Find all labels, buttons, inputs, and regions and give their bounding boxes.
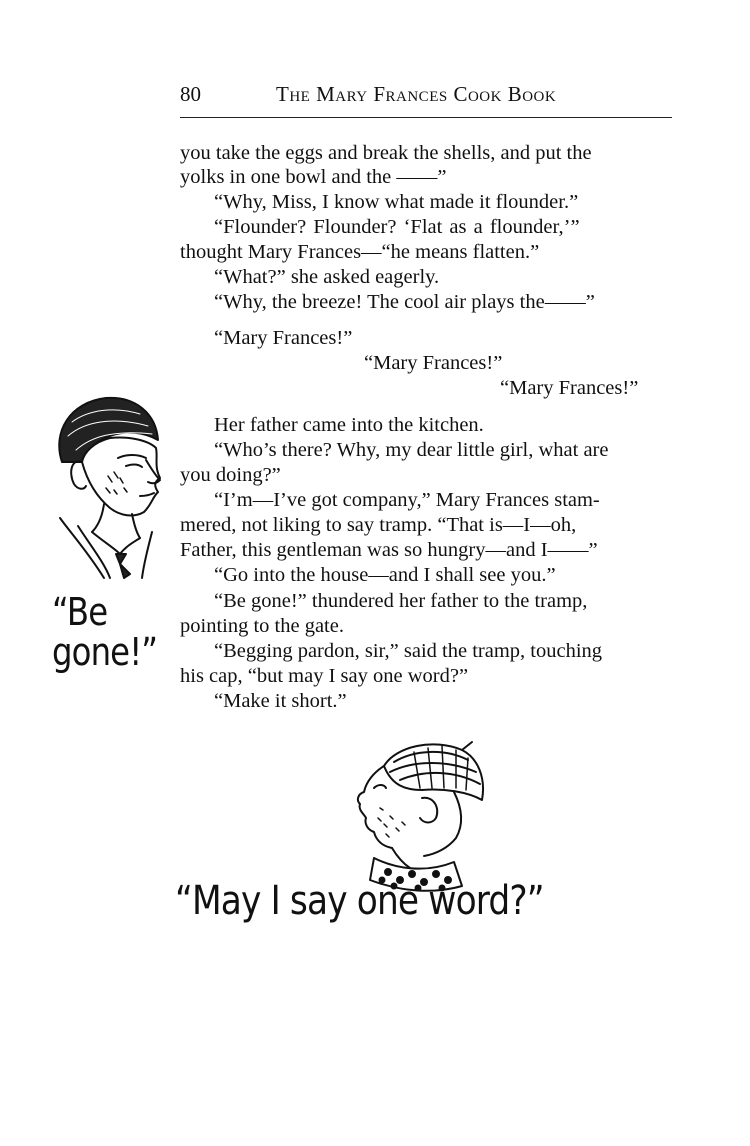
- text-line: you doing?”: [180, 464, 281, 486]
- text-line: yolks in one bowl and the ——”: [180, 166, 447, 188]
- text-line: “What?” she asked eagerly.: [214, 266, 440, 288]
- page-number: 80: [180, 82, 201, 106]
- text-line: mered, not liking to say tramp. “That is—I—oh,: [180, 514, 577, 536]
- text-line: “Why, the breeze! The cool air plays the——”: [214, 291, 595, 313]
- text-line: “Begging pardon, sir,” said the tramp, touching: [214, 640, 603, 662]
- text-line: pointing to the gate.: [180, 615, 344, 637]
- text-line: “Mary Frances!”: [214, 327, 353, 349]
- father-portrait: [48, 392, 168, 582]
- running-title: The Mary Frances Cook Book: [276, 82, 557, 106]
- text-line: Father, this gentleman was so hungry—and I——”: [180, 539, 598, 561]
- text-line: “Mary Frances!”: [500, 377, 639, 399]
- page-header: [180, 82, 670, 108]
- text-line: “Who’s there? Why, my dear little girl, what are: [214, 439, 609, 461]
- text-line: “Mary Frances!”: [364, 352, 503, 374]
- text-line: “Be gone!” thundered her father to the tramp,: [214, 590, 588, 612]
- text-line: thought Mary Frances—“he means flatten.”: [180, 241, 540, 263]
- text-line: “Go into the house—and I shall see you.”: [214, 564, 556, 586]
- text-line: you take the eggs and break the shells, and put the: [180, 142, 592, 164]
- text-line: “Why, Miss, I know what made it flounder.”: [214, 191, 579, 213]
- text-line: “Make it short.”: [214, 690, 347, 712]
- text-line: “Flounder? Flounder? ‘Flat as a flounder,’”: [214, 216, 580, 238]
- text-line: Her father came into the kitchen.: [214, 414, 484, 436]
- father-caption-line: gone!”: [52, 630, 158, 674]
- text-line: “I’m—I’ve got company,” Mary Frances stam-: [214, 489, 600, 511]
- tramp-portrait: [344, 738, 494, 898]
- text-line: his cap, “but may I say one word?”: [180, 665, 469, 687]
- tramp-caption: “May I say one word?”: [175, 878, 544, 924]
- father-caption: [52, 592, 157, 672]
- father-caption-line: “Be: [52, 590, 108, 634]
- header-rule: [180, 117, 672, 118]
